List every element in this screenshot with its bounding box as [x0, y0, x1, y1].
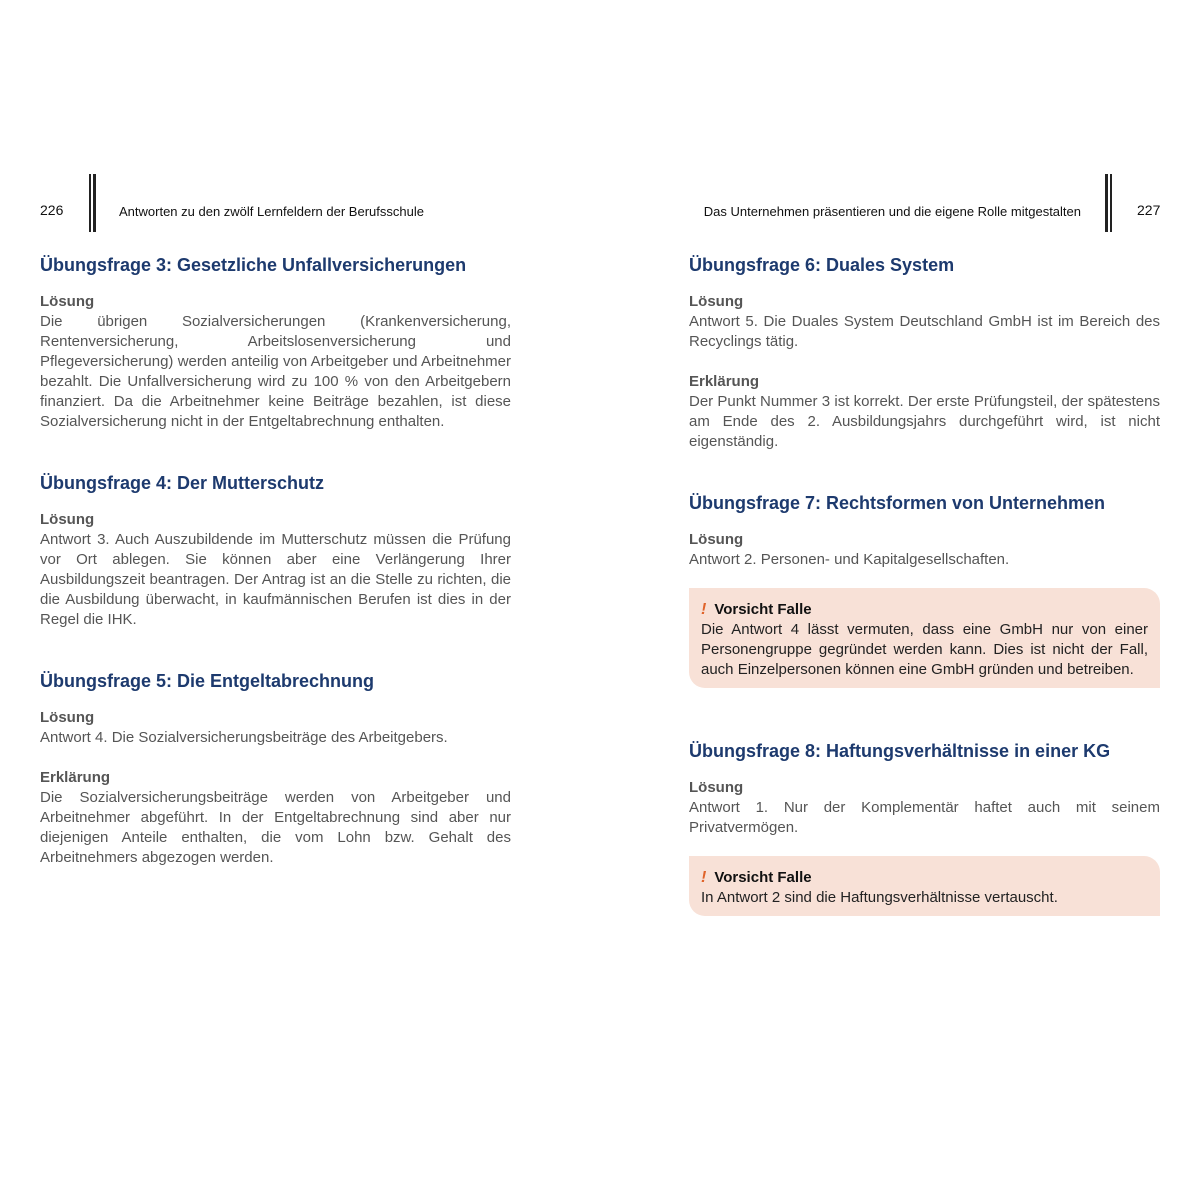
header-rule [1110, 174, 1112, 232]
left-column [40, 252, 511, 906]
solution-label: Lösung [40, 293, 95, 310]
explanation-text: Die Sozialversicherungsbeiträge werden von Arbeitgeber und Arbeitnehmer abgeführt. In der Entgeltabrechnung sind aber nur diejenigen Anteile enthalten, die vom Lohn bzw. Gehalt des Arbeitnehmers abgezogen werden. [40, 789, 511, 866]
header-rule [89, 174, 91, 232]
section-title: Übungsfrage 5: Die Entgeltabrechnung [40, 671, 375, 691]
solution-text: Antwort 2. Personen- und Kapitalgesellschaften. [689, 551, 1010, 568]
section-question-6 [689, 252, 1160, 452]
solution-label: Lösung [40, 511, 95, 528]
solution-text: Antwort 1. Nur der Komplementär haftet auch mit seinem Privatvermögen. [689, 799, 1160, 836]
right-column [689, 252, 1160, 954]
solution-text: Antwort 3. Auch Auszubildende im Mutterschutz müssen die Prüfung vor Ort ablegen. Sie können aber eine Verlängerung Ihrer Ausbildungszeit beantragen. Der Antrag ist an die Stelle zu richten, die die Ausbildung überwacht, in kaufmännischen Berufen ist dies in der Regel die IHK. [40, 531, 511, 628]
section-question-5 [40, 668, 511, 868]
running-title: Das Unternehmen präsentieren und die eigene Rolle mitgestalten [703, 204, 1081, 219]
section-question-3 [40, 252, 511, 432]
section-question-7 [689, 490, 1160, 688]
warning-box [689, 856, 1160, 916]
header-rule [93, 174, 96, 232]
header-rule [1105, 174, 1108, 232]
section-question-4 [40, 470, 511, 630]
warning-box [689, 588, 1160, 688]
section-title: Übungsfrage 4: Der Mutterschutz [40, 473, 325, 493]
solution-label: Lösung [689, 779, 744, 796]
page-number: 227 [1137, 202, 1161, 218]
section-title: Übungsfrage 6: Duales System [689, 255, 955, 275]
solution-text: Antwort 4. Die Sozialversicherungsbeiträge des Arbeitgebers. [40, 729, 448, 746]
solution-text: Antwort 5. Die Duales System Deutschland GmbH ist im Bereich des Recyclings tätig. [689, 313, 1160, 350]
section-title: Übungsfrage 7: Rechtsformen von Unternehmen [689, 493, 1106, 513]
running-title: Antworten zu den zwölf Lernfeldern der Berufsschule [119, 204, 424, 219]
solution-label: Lösung [689, 293, 744, 310]
warning-title: Vorsicht Falle [714, 601, 812, 618]
section-title: Übungsfrage 3: Gesetzliche Unfallversicherungen [40, 255, 467, 275]
warning-icon: ! [701, 601, 707, 618]
section-question-8 [689, 738, 1160, 916]
page-number: 226 [40, 202, 64, 218]
solution-label: Lösung [689, 531, 744, 548]
section-title: Übungsfrage 8: Haftungsverhältnisse in einer KG [689, 741, 1111, 761]
warning-title: Vorsicht Falle [714, 869, 812, 886]
explanation-label: Erklärung [689, 373, 760, 390]
warning-text: In Antwort 2 sind die Haftungsverhältnisse vertauscht. [701, 889, 1058, 906]
solution-label: Lösung [40, 709, 95, 726]
right-page [600, 0, 1200, 1200]
warning-text: Die Antwort 4 lässt vermuten, dass eine GmbH nur von einer Personengruppe gegründet werden kann. Dies ist nicht der Fall, auch Einzelpersonen können eine GmbH gründen und betreiben. [701, 621, 1148, 678]
explanation-label: Erklärung [40, 769, 111, 786]
explanation-text: Der Punkt Nummer 3 ist korrekt. Der erste Prüfungsteil, der spätestens am Ende des 2. Ausbildungsjahrs durchgeführt wird, ist nicht eigenständig. [689, 393, 1160, 450]
solution-text: Die übrigen Sozialversicherungen (Krankenversicherung, Rentenversicherung, Arbeitslosenversicherung und Pflegeversicherung) werden anteilig von Arbeitgeber und Arbeitnehmer bezahlt. Die Unfallversicherung wird zu 100 % von den Arbeitgebern finanziert. Da die Arbeitnehmer keine Beiträge bezahlen, ist diese Sozialversicherung nicht in der Entgeltabrechnung enthalten. [40, 313, 511, 430]
warning-icon: ! [701, 869, 707, 886]
